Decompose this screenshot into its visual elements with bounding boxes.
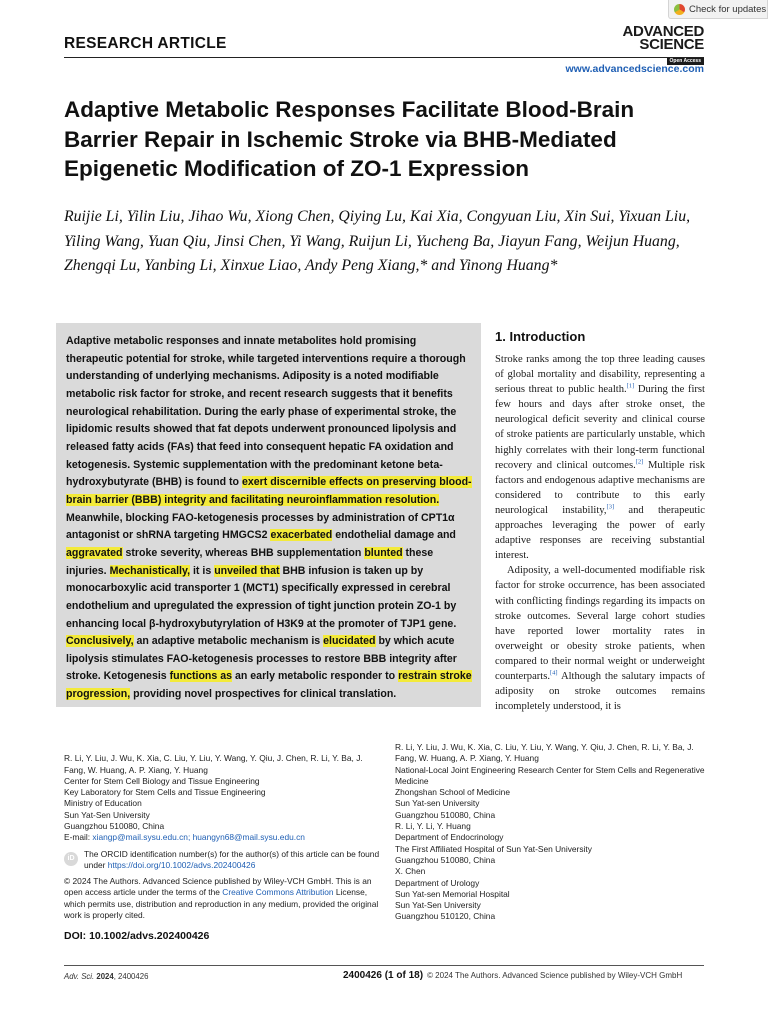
footer-copyright: © 2024 The Authors. Advanced Science published by Wiley-VCH GmbH (427, 971, 683, 980)
introduction-paragraph (495, 563, 705, 714)
paragraph-text: Adiposity, a well-documented modifiable risk factor for stroke occurrence, has been associated with conflicting findings regarding its impacts on stroke outcomes. Several large cohort studies have reported lower mortality rates in overweight or obesity stroke patients, when compared to their normal weight or underweight counterparts. (495, 565, 705, 682)
abstract-segment: stroke severity, whereas BHB supplementation (122, 546, 365, 559)
reference-citation[interactable]: [2] (635, 458, 644, 466)
affiliation-text: R. Li, Y. Liu, J. Wu, K. Xia, C. Liu, Y. Liu, Y. Wang, Y. Qiu, J. Chen, R. Li, Y. Ba, J. Fang, W. Huang, A. P. Xiang, Y. Huang Center for Stem Cell Biology and Tissue Engineering Key Laboratory for Stem Cells and Tissue Engineering Ministry of Education Sun Yat-Sen University Guangzhou 510080, China (64, 753, 363, 832)
highlighted-phrase: Conclusively, (66, 635, 134, 648)
highlighted-phrase: unveiled that (214, 564, 280, 577)
abstract-box (56, 323, 481, 707)
abstract-segment: by which acute lipolysis stimulates FAO-ketogenesis processes to restore BBB integrity after stroke. Ketogenesis (66, 635, 457, 683)
journal-logo-line1: ADVANCED (622, 23, 704, 40)
orcid-text: The ORCID identification number(s) for the author(s) of this article can be found under (84, 849, 380, 871)
check-for-updates-label: Check for updates (689, 3, 767, 15)
orcid-icon: iD (64, 852, 78, 866)
paragraph-text: Stroke ranks among the top three leading causes of global mortality and disability, representing a serious threat to public health. (495, 354, 705, 396)
paragraph-text: Although the salutary impacts of adiposity on stroke outcomes remains incompletely understood, it is (495, 670, 705, 713)
license-text-end: License, which permits use, distribution and reproduction in any medium, provided the original work is properly cited. (64, 887, 379, 920)
abstract-segment: Adaptive metabolic responses and innate metabolites hold promising therapeutic potential for stroke, while targeted interventions require a thorough understanding of underlying mechanisms. Adiposity is a noted modifiable metabolic risk factor for stroke, and recent research suggests that it benefits neurological rehabilitation. During the early phase of experimental stroke, the lipidomic results showed that fat depots underwent pronounced lipolysis and released fatty acids (FAs) that feed into consequent hepatic FA oxidation and ketogenesis. Systemic supplementation with the predominant ketone beta-hydroxybutyrate (BHB) is found to (66, 335, 466, 489)
abstract-segment: Meanwhile, blocking FAO-ketogenesis processes by administration of CPT1α antagonist or shRNA targeting HMGCS2 (66, 511, 455, 542)
abstract-segment: providing novel prospectives for clinical translation. (130, 688, 397, 701)
section-label: RESEARCH ARTICLE (64, 35, 227, 52)
paragraph-text: and therapeutic approaches leveraging the power of early adaptive responses are receiving substantial interest. (495, 504, 705, 562)
orcid-doi-link[interactable]: https://doi.org/10.1002/advs.202400426 (107, 860, 256, 871)
footer-citation (64, 972, 148, 981)
open-access-badge: Open Access (667, 58, 705, 65)
introduction-body (495, 352, 705, 714)
author-list: Ruijie Li, Yilin Liu, Jihao Wu, Xiong Chen, Qiying Lu, Kai Xia, Congyuan Liu, Xin Sui, Yixuan Liu, Yiling Wang, Yuan Qiu, Jinsi Chen, Yi Wang, Ruijun Li, Yucheng Ba, Jiayun Fang, Weijun Huang, Zhengqi Lu, Yanbing Li, Xinxue Liao, Andy Peng Xiang,* and Yinong Huang* (64, 208, 691, 274)
reference-citation[interactable]: [4] (550, 669, 558, 677)
crossmark-icon (674, 4, 685, 15)
email-link[interactable]: xiangp@mail.sysu.edu.cn; huangyn68@mail.sysu.edu.cn (92, 832, 305, 843)
highlighted-phrase: elucidated (323, 635, 376, 648)
abstract-segment: it is (190, 564, 215, 577)
footer-year: 2024 (96, 972, 114, 981)
affiliation-block-right: R. Li, Y. Liu, J. Wu, K. Xia, C. Liu, Y. Liu, Y. Wang, Y. Qiu, J. Chen, R. Li, Y. Ba, J. Fang, W. Huang, A. P. Xiang, Y. Huang National-Local Joint Engineering Research Center for Stem Cells and Regenerative Medicine Zhongshan School of Medicine Sun Yat-sen University Guangzhou 510080, China R. Li, Y. Li, Y. Huang Department of Endocrinology The First Affiliated Hospital of Sun Yat-Sen University Guangzhou 510080, China X. Chen Department of Urology Sun Yat-sen Memorial Hospital Sun Yat-Sen University Guangzhou 510120, China (395, 742, 705, 922)
abstract-segment: endothelial damage and (332, 529, 456, 542)
introduction-paragraph (495, 352, 705, 563)
highlighted-phrase: Mechanistically, (109, 564, 191, 577)
header-divider (64, 57, 704, 58)
journal-logo-line2: SCIENCE (639, 36, 704, 53)
abstract-text (66, 333, 473, 704)
footer-divider (64, 965, 704, 966)
journal-logo (623, 25, 705, 65)
introduction-heading: 1. Introduction (495, 329, 586, 344)
journal-url-link[interactable]: www.advancedscience.com (565, 63, 704, 75)
page-number: 2400426 (1 of 18) (343, 970, 424, 981)
highlighted-phrase: blunted (364, 546, 403, 559)
check-for-updates-button[interactable] (668, 0, 768, 19)
abstract-segment: these injuries. (66, 546, 434, 577)
reference-citation[interactable]: [1] (626, 382, 635, 390)
highlighted-phrase: exacerbated (270, 529, 333, 542)
abstract-segment: an adaptive metabolic mechanism is (133, 635, 324, 648)
affiliation-block-left (64, 742, 364, 855)
abstract-segment: an early metabolic responder to (232, 670, 399, 683)
creative-commons-link[interactable]: Creative Commons Attribution (222, 887, 334, 898)
highlighted-phrase: aggravated (66, 546, 123, 559)
article-title: Adaptive Metabolic Responses Facilitate Blood-Brain Barrier Repair in Ischemic Stroke via BHB-Mediated Epigenetic Modification of ZO-1 Expression (64, 97, 635, 181)
orcid-note (64, 849, 384, 872)
article-doi: DOI: 10.1002/advs.202400426 (64, 930, 210, 942)
paragraph-text: Multiple risk factors and endogenous adaptive mechanisms are considered to contribute to this early neurological instability, (495, 459, 705, 516)
abstract-segment: BHB infusion is taken up by monocarboxylic acid transporter 1 (MCT1) specifically expressed in cerebral endothelium and upregulated the expression of tight junction protein ZO-1 by enhancing local β-hydroxybutyrylation of H3K9 at the promoter of TJP1 gene. (66, 564, 457, 630)
license-note (64, 876, 384, 921)
license-text: © 2024 The Authors. Advanced Science published by Wiley-VCH GmbH. This is an open access article under the terms of the (64, 876, 372, 898)
highlighted-phrase: exert discernible effects on preserving blood-brain barrier (BBB) integrity and facilitating neuroinflammation resolution. (66, 476, 472, 506)
footer-article-number: , 2400426 (113, 972, 149, 981)
paragraph-text: During the first few hours and days after stroke onset, the neurological deficit severity and clinical course of stroke patients are particularly unstable, which highly correlates with their long-term functional recovery and clinical outcomes. (495, 384, 705, 471)
highlighted-phrase: functions as (169, 670, 233, 683)
highlighted-phrase: restrain stroke progression, (66, 670, 472, 701)
email-label: E-mail: (64, 832, 93, 843)
footer-page-info (343, 970, 682, 981)
reference-citation[interactable]: [3] (606, 503, 615, 511)
footer-journal-abbr: Adv. Sci. (64, 972, 95, 981)
